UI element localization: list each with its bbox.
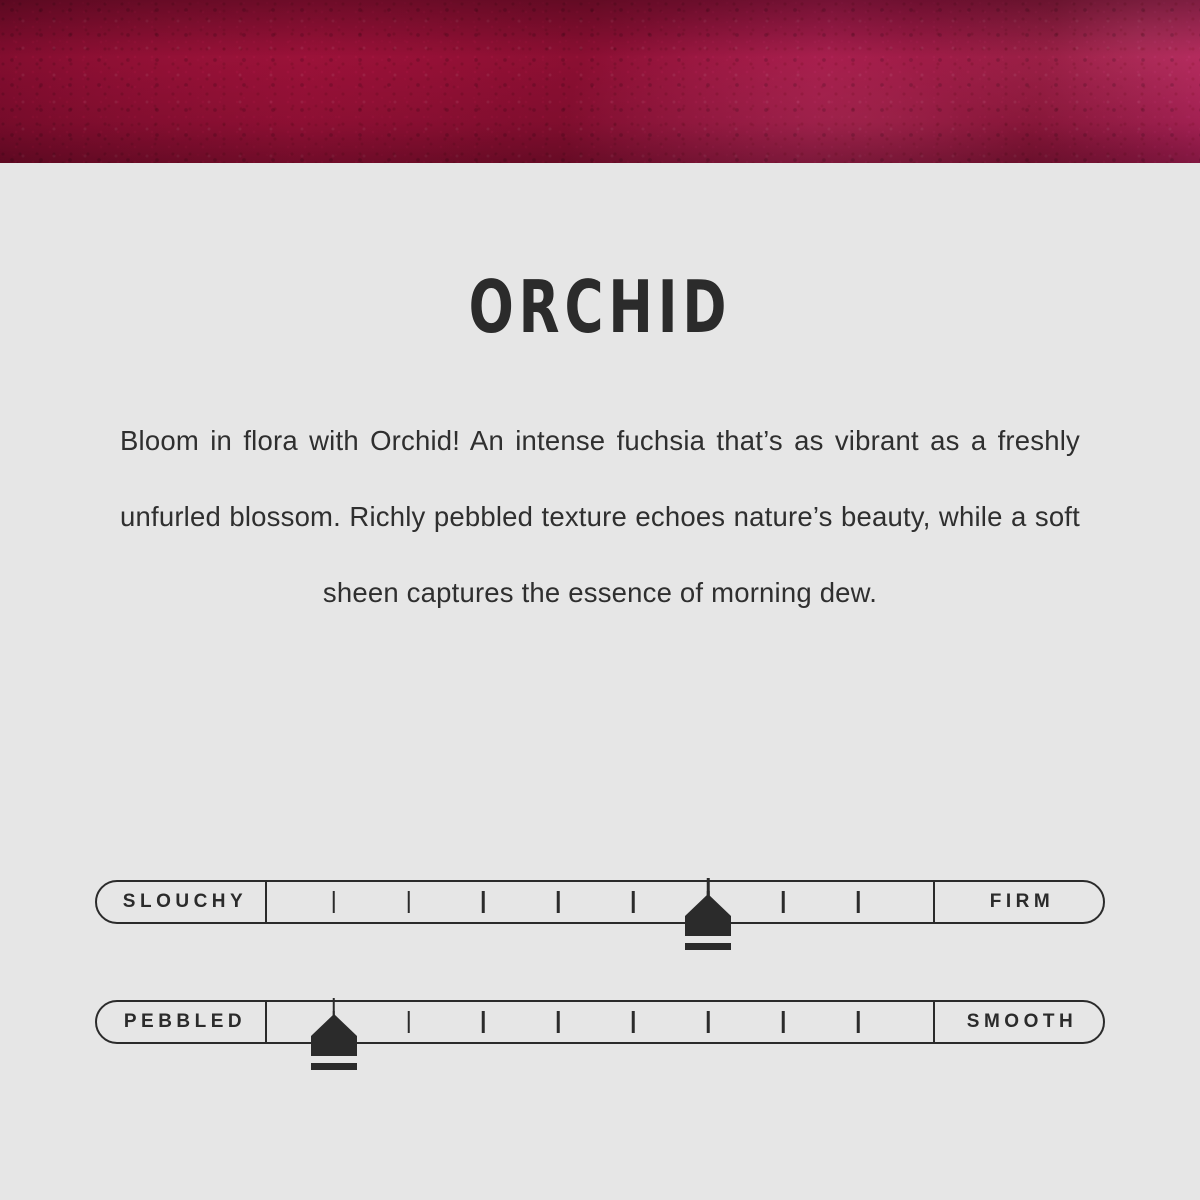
slider-handle-firmness[interactable]: [685, 894, 731, 950]
product-description: Bloom in flora with Orchid! An intense fuchsia that’s as vibrant as a freshly unfurled blossom. Richly pebbled texture echoes nature’s beauty, while a soft sheen captures the essence of morning dew.: [120, 425, 1080, 608]
attribute-sliders: [0, 880, 1200, 1098]
slider-tick: [782, 891, 785, 913]
slider-tick: [407, 1011, 410, 1033]
slider-tick: [857, 891, 860, 913]
slider-scale-texture[interactable]: [267, 1002, 933, 1042]
slider-track-firmness[interactable]: [95, 880, 1105, 924]
slider-tick: [857, 1011, 860, 1033]
slider-scale-firmness[interactable]: [267, 882, 933, 922]
slider-tick: [557, 891, 560, 913]
leather-swatch-banner: [0, 0, 1200, 163]
slider-handle-foot: [685, 943, 731, 950]
slider-row-texture: [95, 1000, 1105, 1098]
slider-handle-stem: [707, 878, 710, 896]
page-title: ORCHID: [468, 265, 732, 349]
slider-handle-pin: [311, 1014, 357, 1036]
slider-tick: [407, 891, 410, 913]
slider-label-left-firmness: SLOUCHY: [97, 882, 267, 922]
leather-shading-overlay: [0, 0, 1200, 163]
slider-label-left-texture: PEBBLED: [97, 1002, 267, 1042]
slider-tick: [557, 1011, 560, 1033]
slider-label-right-texture: SMOOTH: [933, 1002, 1103, 1042]
slider-handle-stem: [332, 998, 335, 1016]
slider-handle-texture[interactable]: [311, 1014, 357, 1070]
slider-track-texture[interactable]: [95, 1000, 1105, 1044]
slider-tick: [782, 1011, 785, 1033]
slider-handle-foot: [311, 1063, 357, 1070]
slider-label-right-firmness: FIRM: [933, 882, 1103, 922]
slider-handle-body: [311, 1036, 357, 1056]
slider-tick: [632, 891, 635, 913]
slider-handle-body: [685, 916, 731, 936]
slider-tick: [632, 1011, 635, 1033]
slider-row-firmness: [95, 880, 1105, 978]
slider-tick: [707, 1011, 710, 1033]
slider-tick: [482, 1011, 485, 1033]
slider-handle-pin: [685, 894, 731, 916]
slider-tick: [332, 891, 335, 913]
slider-tick: [482, 891, 485, 913]
